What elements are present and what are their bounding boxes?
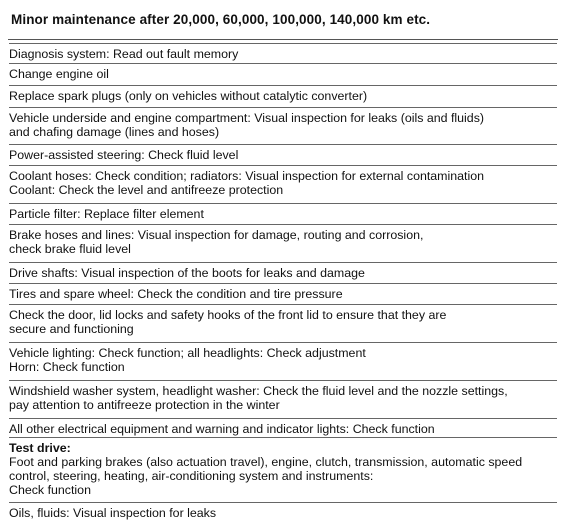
list-item (9, 85, 557, 107)
item-text: control, steering, heating, air-conditioning system and instruments: (9, 469, 374, 483)
list-item (9, 224, 557, 262)
list-item (9, 63, 557, 85)
item-text: Tires and spare wheel: Check the condition and tire pressure (9, 287, 343, 301)
list-item (9, 107, 557, 144)
section-heading: Test drive: (9, 441, 71, 455)
item-text: Replace spark plugs (only on vehicles without catalytic converter) (9, 89, 368, 103)
list-item (9, 418, 557, 437)
item-text: Brake hoses and lines: Visual inspection for damage, routing and corrosion, (9, 228, 424, 242)
item-text: Vehicle underside and engine compartment: Visual inspection for leaks (oils and fluids) (9, 111, 485, 125)
item-text: Change engine oil (9, 67, 109, 81)
page-title: Minor maintenance after 20,000, 60,000, 100,000, 140,000 km etc. (11, 12, 431, 27)
list-item (9, 165, 557, 203)
item-text: Check the door, lid locks and safety hooks of the front lid to ensure that they are (9, 308, 447, 322)
list-item (9, 283, 557, 304)
list-item (9, 380, 557, 418)
item-text: pay attention to antifreeze protection in the winter (9, 398, 280, 412)
item-text: Oils, fluids: Visual inspection for leaks (9, 506, 217, 520)
list-item (9, 262, 557, 283)
item-text: Foot and parking brakes (also actuation travel), engine, clutch, transmission, automatic speed (9, 455, 523, 469)
list-item (9, 502, 557, 524)
item-text: Drive shafts: Visual inspection of the boots for leaks and damage (9, 266, 365, 280)
list-item (9, 437, 557, 502)
item-text: secure and functioning (9, 322, 134, 336)
title-divider (8, 39, 558, 40)
item-text: Particle filter: Replace filter element (9, 207, 204, 221)
item-text: Power-assisted steering: Check fluid level (9, 148, 239, 162)
item-text: Check function (9, 483, 91, 497)
item-text: All other electrical equipment and warning and indicator lights: Check function (9, 422, 435, 436)
list-item (9, 144, 557, 165)
list-item (9, 43, 557, 63)
item-text: Vehicle lighting: Check function; all headlights: Check adjustment (9, 346, 366, 360)
item-text: Diagnosis system: Read out fault memory (9, 47, 239, 61)
item-text: and chafing damage (lines and hoses) (9, 125, 220, 139)
list-item (9, 203, 557, 224)
item-text: Coolant: Check the level and antifreeze protection (9, 183, 284, 197)
list-item (9, 342, 557, 380)
list-item (9, 304, 557, 342)
item-text: Windshield washer system, headlight washer: Check the fluid level and the nozzle settings, (9, 384, 508, 398)
item-text: check brake fluid level (9, 242, 131, 256)
item-text: Coolant hoses: Check condition; radiators: Visual inspection for external contamination (9, 169, 485, 183)
item-text: Horn: Check function (9, 360, 125, 374)
